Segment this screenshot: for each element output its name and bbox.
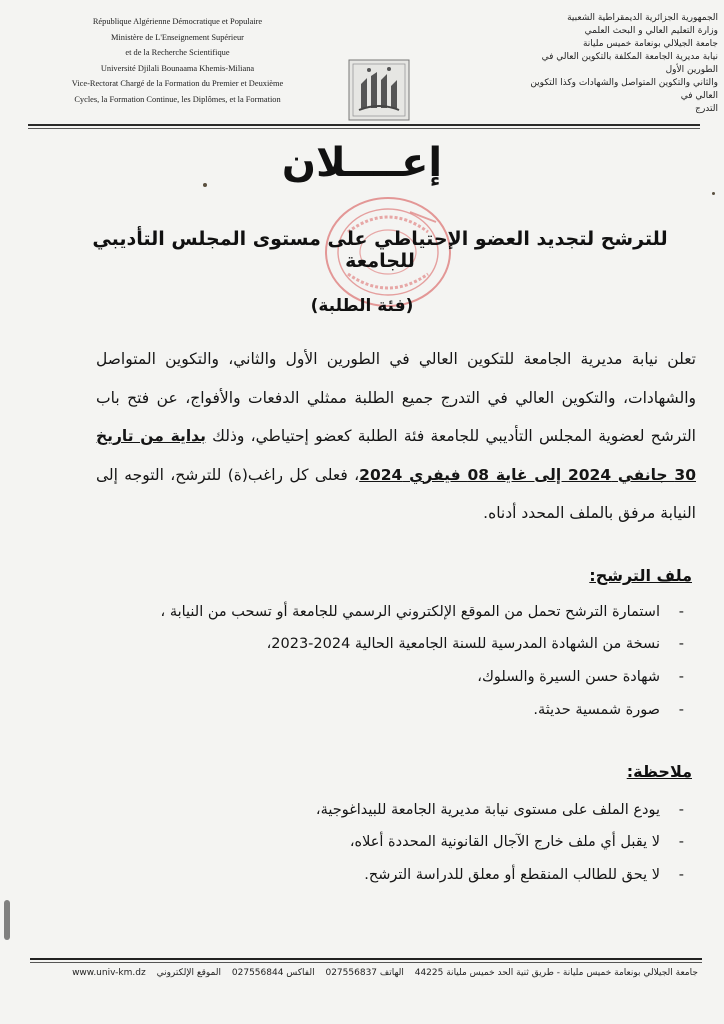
note-section-title: ملاحظة:: [626, 762, 692, 781]
footer-website-label: الموقع الإلكتروني: [156, 968, 222, 978]
fr-line-3: et de la Recherche Scientifique: [125, 48, 230, 57]
footer-fax: الفاكس 027556844: [231, 968, 315, 978]
body-dates: بداية من تاريخ 30 جانفي 2024 إلى غاية 08 فيفري 2024: [96, 427, 696, 484]
fr-line-4: Université Djilali Bounaama Khemis-Miliana: [100, 63, 255, 73]
footer-address: جامعة الجيلالي بونعامة خميس مليانة - طريق ثنية الحد خميس مليانة 44225: [414, 968, 698, 978]
list-item: -لا يحق للطالب المنقطع أو معلق للدراسة الترشح.: [364, 867, 684, 883]
list-item: -استمارة الترشح تحمل من الموقع الإلكتروني الرسمي للجامعة أو تسحب من النيابة ،: [160, 604, 684, 620]
announcement-body: [96, 340, 696, 533]
header-ar: [518, 12, 718, 116]
list-item: -نسخة من الشهادة المدرسية للسنة الجامعية الحالية 2024-2023،: [266, 636, 684, 652]
scan-edge-mark: [4, 900, 10, 940]
note-section-list: [124, 802, 684, 900]
announcement-subtitle: للترشح لتجديد العضو الإحتياطي على مستوى المجلس التأديبي للجامعة: [92, 228, 668, 272]
scan-speck: [203, 183, 207, 187]
body-text-1: تعلن نيابة مديرية الجامعة للتكوين العالي في الطورين الأول والثاني، والتكوين المتواصل والشهادات، والتكوين العالي في التدرج جميع الطلبة ممثلي الدفعات والأفواج، عن فتح باب الترشح لعضوية المجلس التأديبي للجامعة فئة الطلبة كعضو إحتياطي، وذلك: [96, 350, 696, 445]
category-subtitle: (فئة الطلبة): [310, 296, 414, 316]
scan-speck: [712, 192, 715, 195]
footer-phone: الهاتف 027556837: [325, 968, 404, 978]
header-divider: [28, 124, 700, 126]
page-footer: [60, 968, 710, 978]
footer-website: www.univ-km.dz: [72, 968, 146, 978]
footer-divider-thin: [30, 962, 702, 963]
fr-line-1: République Algérienne Démocratique et Populaire: [92, 17, 263, 26]
header-fr: [30, 14, 325, 107]
fr-line-6: Cycles, la Formation Continue, les Diplômes, et la Formation: [74, 94, 281, 104]
footer-divider: [30, 958, 702, 960]
university-logo-icon: [347, 58, 411, 122]
ar-line-2: وزارة التعليم العالي و البحث العلمي: [584, 26, 718, 36]
page-title: إعــــلان: [281, 140, 443, 186]
fr-line-5: Vice-Rectorat Chargé de la Formation du Premier et Deuxième: [71, 79, 284, 88]
fr-line-2: Ministère de L'Enseignement Supérieur: [111, 32, 244, 42]
ar-line-3: جامعة الجيلالي بونعامة خميس مليانة: [582, 39, 718, 49]
list-item: -لا يقبل أي ملف خارج الآجال القانونية المحددة أعلاه،: [349, 834, 684, 850]
body-text-2: ، فعلى كل راغب(ة) للترشح، التوجه إلى النيابة مرفق بالملف المحدد أدناه.: [96, 465, 696, 522]
list-item: -يودع الملف على مستوى نيابة مديرية الجامعة للبيداغوجية،: [315, 802, 684, 818]
file-section-list: [124, 604, 684, 735]
ar-line-4: نيابة مديرية الجامعة المكلفة بالتكوين العالي في الطورين الأول: [541, 52, 718, 75]
list-item: -صورة شمسية حديثة.: [533, 702, 684, 718]
list-item: -شهادة حسن السيرة والسلوك،: [477, 669, 684, 685]
ar-line-1: الجمهورية الجزائرية الديمقراطية الشعبية: [567, 13, 718, 23]
header-divider-thin: [28, 128, 700, 129]
ar-line-6: التدرج: [695, 104, 718, 114]
ar-line-5: والثاني والتكوين المتواصل والشهادات وكذا التكوين العالي في: [530, 78, 718, 101]
file-section-title: ملف الترشح:: [589, 566, 692, 585]
